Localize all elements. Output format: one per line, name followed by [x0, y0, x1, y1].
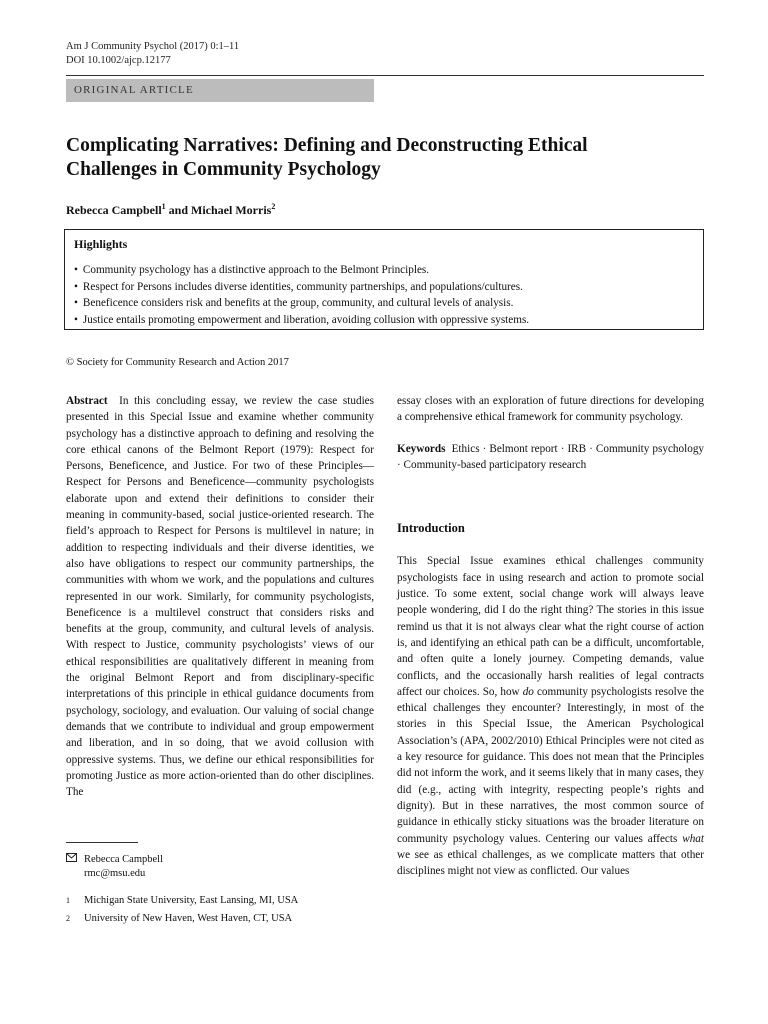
- affiliation-1: [66, 894, 298, 908]
- affiliation-number: 2: [66, 914, 70, 923]
- article-title: [66, 134, 706, 182]
- author-1: Rebecca Campbell: [66, 203, 162, 217]
- envelope-icon: [66, 853, 78, 867]
- author-list: [66, 202, 275, 218]
- affiliation-number: 1: [66, 896, 70, 905]
- author-conjunction: and: [165, 203, 192, 217]
- introduction-text-1: This Special Issue examines ethical challenges community psychologists face in using research and action to promote social justice. To some extent, social change work will always leave people wondering, did I do the right thing? The stories in this issue remind us that it is not always clear what the right course of action is, and identifying an ethical path can be a difficult, uncomfortable, and often quite a lonely journey. Competing demands, value conflicts, and the occasionally harsh realities of legal contracts affect our choices. So, how: [397, 555, 704, 698]
- title-line-1: Complicating Narratives: Defining and Deconstructing Ethical: [66, 135, 588, 156]
- footnote-rule: [66, 842, 138, 843]
- article-type-banner: ORIGINAL ARTICLE: [66, 79, 374, 102]
- copyright-notice: © Society for Community Research and Action 2017: [66, 357, 289, 368]
- keywords: [397, 441, 704, 474]
- journal-doi[interactable]: DOI 10.1002/ajcp.12177: [66, 55, 171, 66]
- header-rule: [66, 75, 704, 76]
- abstract-label: Abstract: [66, 395, 108, 407]
- affiliation-text: University of New Haven, West Haven, CT, USA: [84, 913, 293, 924]
- highlights-list: [74, 262, 694, 328]
- highlight-item: • Justice entails promoting empowerment and liberation, avoiding collusion with oppressive systems.: [74, 312, 694, 329]
- journal-header: [66, 40, 239, 68]
- right-column: [397, 393, 704, 879]
- introduction-text-3: we see as ethical challenges, as we complicate matters that other disciplines might not view as conflicted. Our values: [397, 848, 704, 878]
- author-2: Michael Morris: [191, 203, 272, 217]
- title-line-2: Challenges in Community Psychology: [66, 159, 381, 180]
- correspondence-name: Rebecca Campbell: [84, 854, 164, 865]
- highlights-box: [64, 229, 704, 330]
- introduction-emphasis-1: do: [522, 685, 534, 698]
- author-1-affiliation-mark: 1: [161, 202, 166, 211]
- introduction-emphasis-2: what: [682, 832, 704, 845]
- keywords-text: Ethics · Belmont report · IRB · Community psychology · Community-based participatory research: [397, 442, 705, 471]
- highlight-item: • Respect for Persons includes diverse identities, community partnerships, and populations/cultures.: [74, 279, 694, 296]
- keywords-label: Keywords: [397, 442, 446, 455]
- introduction-text-2: community psychologists resolve the ethical challenges they encounter? Interestingly, in most of the stories in this Special Issue, the American Psychological Association’s (APA, 2002/2010) Ethical Principles were not cited as a key resource for guidance. This does not mean that the Principles did not inform the work, and it seems likely that in many cases, they did (e.g., acting with integrity, respecting people’s rights and dignity). But in these narratives, the most common source of guidance in ethically sticky situations was the broader literature on community psychology values. Centering our values affects: [397, 685, 704, 845]
- highlight-item: • Beneficence considers risk and benefits at the group, community, and cultural levels of analysis.: [74, 295, 694, 312]
- left-column: [66, 393, 374, 800]
- introduction-heading: Introduction: [397, 521, 465, 536]
- correspondence-email[interactable]: rmc@msu.edu: [84, 868, 146, 879]
- highlights-heading: Highlights: [74, 237, 128, 251]
- correspondence: [66, 853, 163, 881]
- journal-citation: Am J Community Psychol (2017) 0:1–11: [66, 41, 240, 52]
- highlight-item: • Community psychology has a distinctive approach to the Belmont Principles.: [74, 262, 694, 279]
- abstract-continued: essay closes with an exploration of future directions for developing a comprehensive ethical framework for community psychology.: [397, 395, 704, 424]
- abstract: [66, 393, 374, 800]
- affiliation-2: [66, 912, 292, 926]
- introduction-paragraph: [397, 553, 704, 879]
- author-2-affiliation-mark: 2: [271, 202, 276, 211]
- affiliation-text: Michigan State University, East Lansing, MI, USA: [84, 895, 299, 906]
- abstract-text: In this concluding essay, we review the case studies presented in this Special Issue and examine whether community psychology has a distinctive approach to defining and resolving the core ethical canons of the Belmont Report (1979): Respect for Persons, Beneficence, and Justice. For two of these Principles—Respect for Persons and Beneficence—community psychologists elaborate upon and extend their definitions to consider their meaning in community-based, social justice-oriented research. The field’s approach to Respect for Persons is multilevel in nature; in addition to respecting individuals and their diverse identities, we also have obligations to respect our community partnerships, the communities with whom we work, and the populations and cultures represented in our work. Similarly, for community psychologists, Beneficence is a multilevel construct that considers risks and benefits at the group, community, and cultural levels of analysis. With respect to Justice, community psychologists’ views of our ethical responsibilities are qualitatively different in meaning from the original Belmont Report and from disciplinary-specific interpretations of this principle in ethical guidance documents from psychology, sociology, and evaluation. Our valuing of social change demands that we contribute to individual and group empowerment and liberation, and in so doing, that we avoid collusion with oppressive systems. Thus, we define our ethical responsibilities for promoting Justice as more action-oriented than do other disciplines. The: [66, 395, 374, 799]
